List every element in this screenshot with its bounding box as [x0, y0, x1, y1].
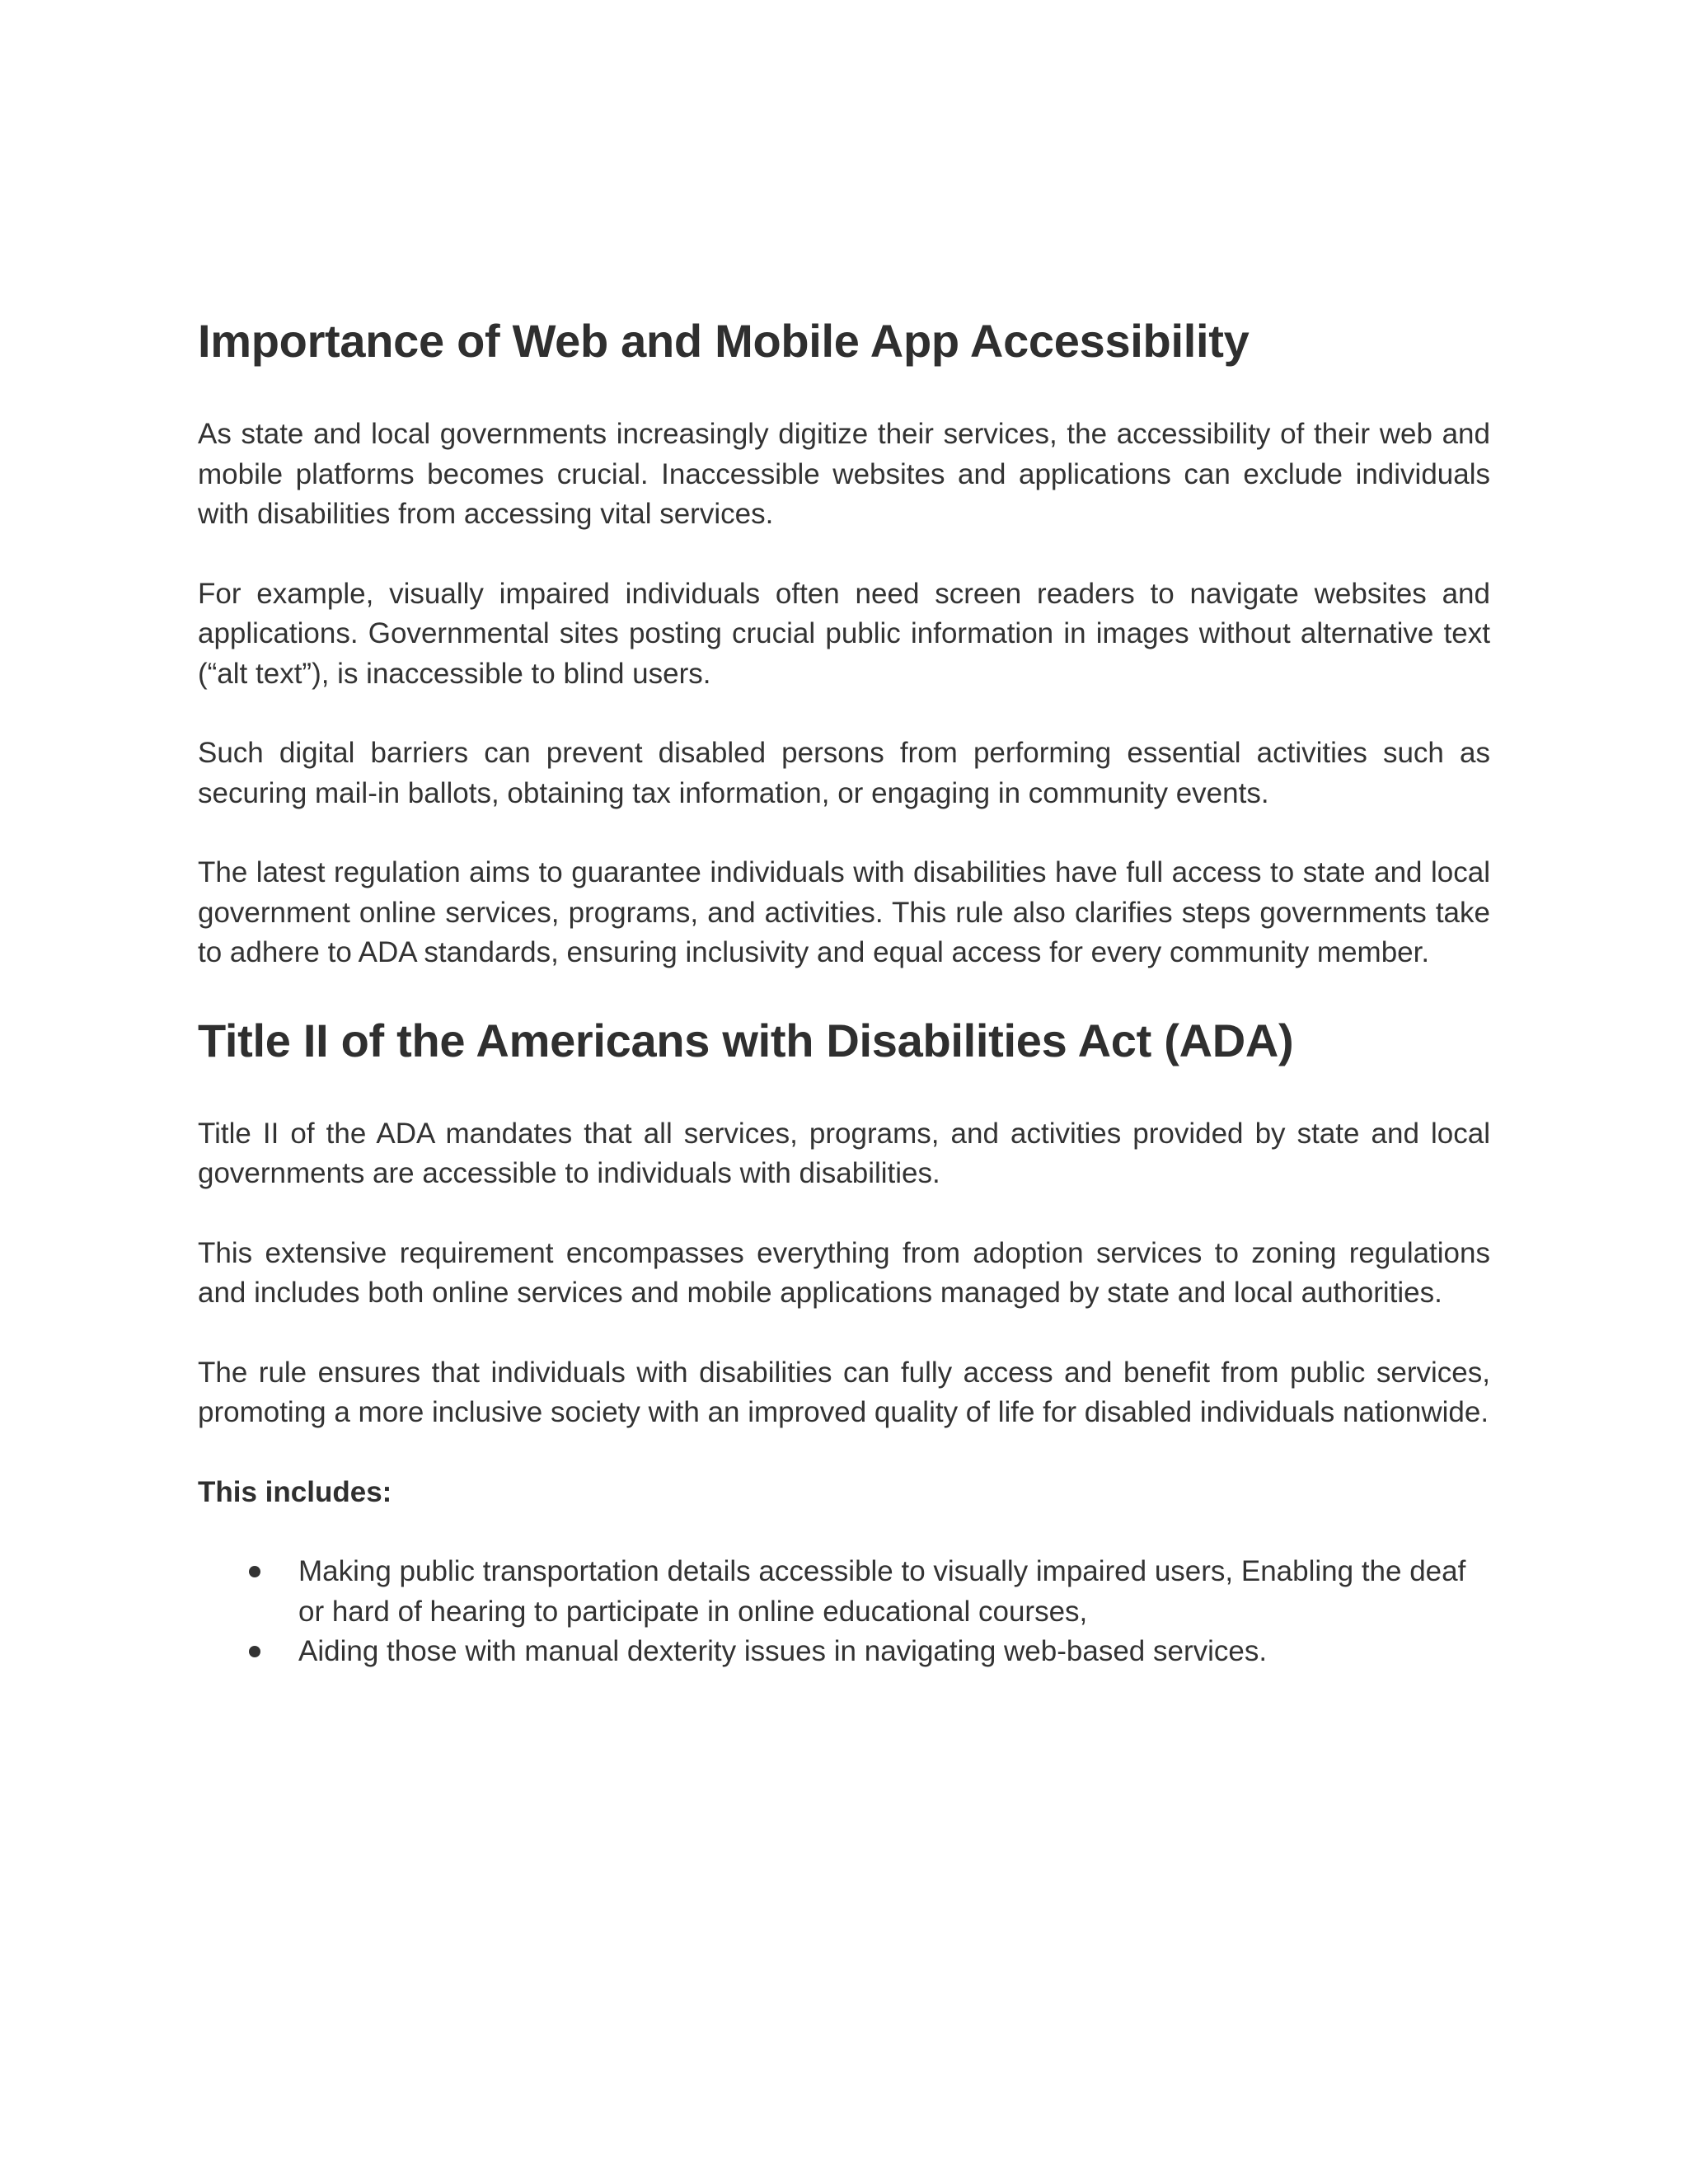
- section-heading-title-ii: Title II of the Americans with Disabilities Act (ADA): [198, 1014, 1294, 1066]
- paragraph: For example, visually impaired individuals often need screen readers to navigate websites and applications. Governmental sites posting crucial public information in images without alternative text (“alt text”), is inaccessible to blind users.: [198, 577, 1490, 690]
- bullet-list: [198, 1552, 1490, 1672]
- paragraph: The rule ensures that individuals with disabilities can fully access and benefit from public services, promoting a more inclusive society with an improved quality of life for disabled individuals nationwide.: [198, 1356, 1490, 1429]
- list-lead: This includes:: [198, 1475, 392, 1508]
- paragraph: This extensive requirement encompasses everything from adoption services to zoning regulations and includes both online services and mobile applications managed by state and local authorities.: [198, 1236, 1490, 1310]
- bullet-icon: [249, 1646, 260, 1657]
- bullet-icon: [249, 1566, 260, 1577]
- paragraph: As state and local governments increasingly digitize their services, the accessibility of their web and mobile platforms becomes crucial. Inaccessible websites and applications can exclude individuals with disabilities from accessing vital services.: [198, 418, 1490, 531]
- list-item: [198, 1552, 1490, 1632]
- list-item-text: Aiding those with manual dexterity issues in navigating web-based services.: [298, 1635, 1268, 1668]
- section-heading-accessibility: Importance of Web and Mobile App Accessibility: [198, 315, 1250, 367]
- document-content: [198, 313, 1490, 1672]
- list-item-text: Making public transportation details accessible to visually impaired users, Enabling the deaf or hard of hearing to participate in online educational courses,: [298, 1555, 1466, 1628]
- list-item: [198, 1632, 1490, 1672]
- paragraph: Such digital barriers can prevent disabled persons from performing essential activities such as securing mail-in ballots, obtaining tax information, or engaging in community events.: [198, 737, 1490, 809]
- paragraph: Title II of the ADA mandates that all services, programs, and activities provided by state and local governments are accessible to individuals with disabilities.: [198, 1117, 1490, 1190]
- paragraph: The latest regulation aims to guarantee individuals with disabilities have full access to state and local government online services, programs, and activities. This rule also clarifies steps governments take to adhere to ADA standards, ensuring inclusivity and equal access for every community member.: [198, 856, 1490, 969]
